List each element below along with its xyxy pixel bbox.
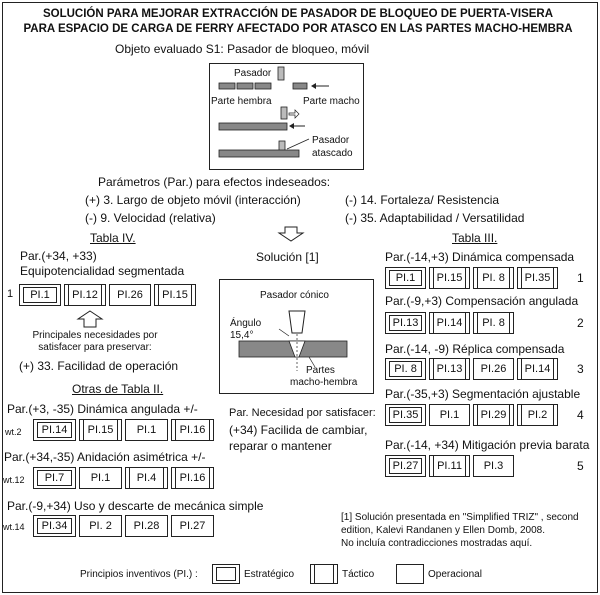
label-pasador-atascado-2: atascado [312, 148, 353, 159]
tabla-iv-need: (+) 33. Facilidad de operación [19, 359, 179, 373]
otras-wt-2: wt.12 [3, 475, 25, 485]
down-arrow-icon [277, 226, 305, 242]
label-parte-macho: Parte macho [303, 96, 360, 107]
principle-label: PI.13 [392, 317, 419, 329]
principle-label: PI.11 [437, 460, 462, 472]
legend-operacional: Operacional [428, 569, 482, 580]
principle-box [385, 455, 426, 477]
principle-box [385, 358, 426, 380]
principle-label: PI.12 [72, 289, 98, 301]
principle-label: PI.27 [179, 520, 206, 532]
principle-label: PI.26 [480, 363, 507, 375]
otras-principles-2 [33, 467, 214, 489]
principle-label: PI.15 [87, 424, 114, 436]
reference-3: No incluía contradicciones mostradas aquí. [341, 538, 533, 549]
principle-box [473, 312, 514, 334]
tabla-iii-principles-4 [385, 404, 558, 426]
tabla-iii-index-5: 5 [577, 459, 584, 473]
param-2: (-) 9. Velocidad (relativa) [85, 211, 216, 225]
principle-box [473, 404, 514, 426]
solucion-need-2: reparar o mantener [229, 439, 332, 453]
principle-label: PI.35 [524, 272, 551, 284]
tabla-iii-index-1: 1 [577, 271, 584, 285]
tabla-iii-par-5: Par.(-14, +34) Mitigación previa barata [385, 438, 590, 452]
principle-label: PI.35 [392, 409, 419, 421]
tabla-iv-needs-2: satisfacer para preservar: [38, 342, 152, 353]
legend-operacional-swatch [396, 564, 424, 584]
principle-label: PI.7 [44, 472, 65, 484]
principle-label: PI.16 [179, 424, 206, 436]
principle-box [429, 455, 470, 477]
otras-wt-3: wt.14 [3, 522, 25, 532]
params-heading: Parámetros (Par.) para efectos indeseados: [98, 175, 331, 189]
principle-label: PI.3 [483, 460, 504, 472]
principle-label: PI.15 [162, 289, 188, 301]
tabla-iii-principles-1 [385, 267, 558, 289]
principle-label: PI.1 [30, 289, 50, 301]
label-parte-hembra: Parte hembra [211, 96, 272, 107]
principle-label: PI. 2 [89, 520, 112, 532]
principle-label: PI.2 [527, 409, 548, 421]
principle-box [385, 267, 426, 289]
legend-estrategico-swatch [212, 564, 240, 584]
principle-box [473, 455, 514, 477]
principle-label: PI.1 [439, 409, 460, 421]
tabla-iii-principles-2 [385, 312, 514, 334]
principle-box [385, 312, 426, 334]
tabla-iii-par-2: Par.(-9,+3) Compensación angulada [385, 294, 579, 308]
tabla-iii-index-2: 2 [577, 316, 584, 330]
principle-box [473, 358, 514, 380]
principle-box [385, 404, 426, 426]
solucion-need-heading: Par. Necesidad por satisfacer: [229, 407, 376, 419]
label-partes-2: macho-hembra [290, 377, 358, 388]
principle-box [517, 404, 558, 426]
param-4: (-) 35. Adaptabilidad / Versatilidad [345, 211, 525, 225]
tabla-iii-index-4: 4 [577, 408, 584, 422]
tabla-iv-principles [19, 284, 196, 306]
principle-box [171, 467, 214, 489]
principle-label: PI.27 [392, 460, 419, 472]
param-1: (+) 3. Largo de objeto móvil (interacción) [85, 193, 301, 207]
tabla-iii-par-4: Par.(-35,+3) Segmentación ajustable [385, 387, 581, 401]
tabla-iii-principles-5 [385, 455, 514, 477]
tabla-iv-name: Equipotencialidad segmentada [20, 264, 185, 278]
tabla-iv-par: Par.(+34, +33) [20, 249, 97, 263]
principle-box [154, 284, 196, 306]
principle-box [171, 515, 214, 537]
principle-box [517, 267, 558, 289]
tabla-iv-heading: Tabla IV. [90, 231, 136, 245]
principle-box [125, 515, 168, 537]
principle-box [473, 267, 514, 289]
principle-label: PI. 8 [394, 363, 417, 375]
reference-1: [1] Solución presentada en "Simplified TRIZ" , second [341, 512, 579, 523]
principle-box [125, 467, 168, 489]
label-pasador: Pasador [234, 68, 272, 79]
principle-box [79, 419, 122, 441]
principle-label: PI.4 [136, 472, 157, 484]
otras-heading: Otras de Tabla II. [72, 382, 164, 396]
principle-box [429, 404, 470, 426]
principle-label: PI. 8 [482, 317, 505, 329]
tabla-iii-index-3: 3 [577, 362, 584, 376]
otras-par-3: Par.(-9,+34) Uso y descarte de mecánica simple [7, 499, 264, 513]
up-arrow-icon [76, 310, 104, 328]
tabla-iii-par-1: Par.(-14,+3) Dinámica compensada [385, 250, 575, 264]
legend-estrategico: Estratégico [244, 569, 295, 580]
legend-label: Principios inventivos (PI.) : [80, 569, 198, 580]
legend-tactico: Táctico [342, 569, 375, 580]
reference-2: edition, Kalevi Randanen y Ellen Domb, 2008. [341, 525, 546, 536]
principle-box [33, 419, 76, 441]
tabla-iv-index: 1 [7, 288, 14, 300]
principle-box [79, 467, 122, 489]
otras-par-2: Par.(+34,-35) Anidación asimétrica +/- [4, 450, 206, 464]
principle-box [79, 515, 122, 537]
principle-label: PI.14 [524, 363, 551, 375]
principle-label: PI.29 [480, 409, 507, 421]
principle-box [125, 419, 168, 441]
tabla-iii-heading: Tabla III. [452, 231, 498, 245]
principle-box [64, 284, 106, 306]
principle-box [429, 267, 470, 289]
principle-label: PI.34 [41, 520, 68, 532]
label-pasador-atascado-1: Pasador [312, 135, 350, 146]
principle-box [429, 358, 470, 380]
title-line-1: SOLUCIÓN PARA MEJORAR EXTRACCIÓN DE PASADOR DE BLOQUEO DE PUERTA-VISERA [42, 8, 554, 20]
principle-label: PI.15 [436, 272, 463, 284]
principle-label: PI.28 [133, 520, 160, 532]
legend-tactico-swatch [310, 564, 338, 584]
tabla-iii-principles-3 [385, 358, 558, 380]
principle-label: PI. 8 [482, 272, 505, 284]
principle-label: PI.26 [117, 289, 143, 301]
solucion-need-1: (+34) Facilida de cambiar, [229, 423, 368, 437]
principle-label: PI.16 [179, 472, 206, 484]
principle-box [171, 419, 214, 441]
label-angulo-2: 15,4° [230, 330, 254, 341]
principle-label: PI.13 [436, 363, 463, 375]
principle-label: PI.1 [136, 424, 157, 436]
principle-box [19, 284, 61, 306]
principle-box [33, 467, 76, 489]
label-angulo-1: Ángulo [230, 318, 262, 329]
principle-box [33, 515, 76, 537]
object-evaluated: Objeto evaluado S1: Pasador de bloqueo, móvil [115, 42, 370, 56]
principle-box [517, 358, 558, 380]
param-3: (-) 14. Fortaleza/ Resistencia [345, 193, 500, 207]
tabla-iv-needs-1: Principales necesidades por [32, 330, 158, 341]
principle-label: PI.1 [395, 272, 416, 284]
principle-box [109, 284, 151, 306]
title-line-2: PARA ESPACIO DE CARGA DE FERRY AFECTADO POR ATASCO EN LAS PARTES MACHO-HEMBRA [23, 23, 573, 35]
label-partes-1: Partes [306, 365, 335, 376]
label-pasador-conico: Pasador cónico [260, 290, 329, 301]
otras-par-1: Par.(+3, -35) Dinámica angulada +/- [7, 402, 198, 416]
principle-label: PI.14 [436, 317, 463, 329]
principle-box [429, 312, 470, 334]
principle-label: PI.1 [90, 472, 111, 484]
solucion-heading: Solución [1] [256, 250, 319, 264]
otras-principles-1 [33, 419, 214, 441]
tabla-iii-par-3: Par.(-14, -9) Réplica compensada [385, 342, 565, 356]
otras-wt-1: wt.2 [5, 427, 22, 437]
principle-label: PI.14 [41, 424, 68, 436]
otras-principles-3 [33, 515, 214, 537]
